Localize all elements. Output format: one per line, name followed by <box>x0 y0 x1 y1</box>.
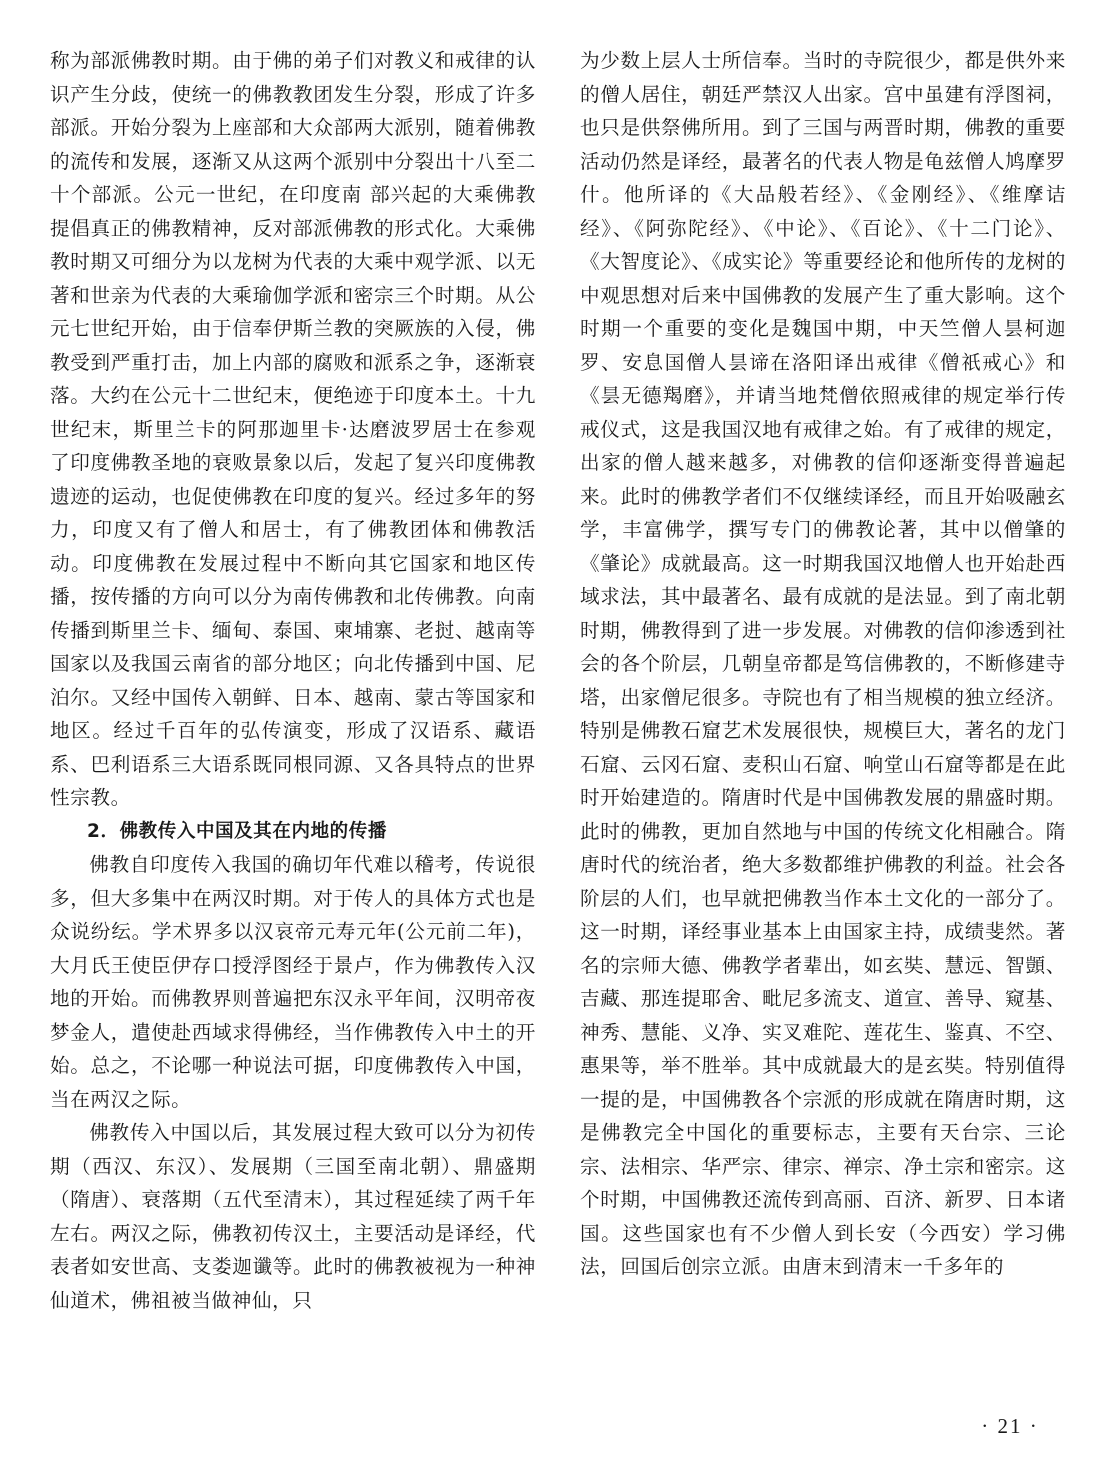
section-heading: 2．佛教传入中国及其在内地的传播 <box>87 820 387 842</box>
left-column <box>50 44 536 1317</box>
left-paragraph-3: 佛教传入中国以后，其发展过程大致可以分为初传期（西汉、东汉）、发展期（三国至南北朝）、鼎盛期（隋唐）、衰落期（五代至清末），其过程延续了两千年左右。两汉之际，佛教初传汉土，主要活动是译经，代表者如安世高、支娄迦谶等。此时的佛教被视为一种神仙道术，佛祖被当做神仙，只 <box>50 1121 536 1312</box>
right-column <box>580 44 1066 1284</box>
left-paragraph-1: 称为部派佛教时期。由于佛的弟子们对教义和戒律的认识产生分歧，使统一的佛教教团发生分裂，形成了许多部派。开始分裂为上座部和大众部两大派别，随着佛教的流传和发展，逐渐又从这两个派别中分裂出十八至二十个部派。公元一世纪，在印度南 部兴起的大乘佛教提倡真正的佛教精神，反对部派佛教的形式化。大乘佛教时期又可细分为以龙树为代表的大乘中观学派、以无著和世亲为代表的大乘瑜伽学派和密宗三个时期。从公元七世纪开始，由于信奉伊斯兰教的突厥族的入侵，佛教受到严重打击，加上内部的腐败和派系之争，逐渐衰落。大约在公元十二世纪末，便绝迹于印度本土。十九世纪末，斯里兰卡的阿那迦里卡·达磨波罗居士在参观了印度佛教圣地的衰败景象以后，发起了复兴印度佛教遗迹的运动，也促使佛教在印度的复兴。经过多年的努力，印度又有了僧人和居士，有了佛教团体和佛教活动。印度佛教在发展过程中不断向其它国家和地区传播，按传播的方向可以分为南传佛教和北传佛教。向南传播到斯里兰卡、缅甸、泰国、柬埔寨、老挝、越南等国家以及我国云南省的部分地区；向北传播到中国、尼泊尔。又经中国传入朝鲜、日本、越南、蒙古等国家和地区。经过千百年的弘传演变，形成了汉语系、藏语系、巴利语系三大语系既同根同源、又各具特点的世界性宗教。 <box>50 49 536 809</box>
right-paragraph-1: 为少数上层人士所信奉。当时的寺院很少，都是供外来的僧人居住，朝廷严禁汉人出家。宫中虽建有浮图祠，也只是供祭佛所用。到了三国与两晋时期，佛教的重要活动仍然是译经，最著名的代表人物是龟兹僧人鸠摩罗什。他所译的《大品般若经》、《金刚经》、《维摩诘经》、《阿弥陀经》、《中论》、《百论》、《十二门论》、《大智度论》、《成实论》等重要经论和他所传的龙树的中观思想对后来中国佛教的发展产生了重大影响。这个时期一个重要的变化是魏国中期，中天竺僧人昙柯迦罗、安息国僧人昙谛在洛阳译出戒律《僧祇戒心》和《昙无德羯磨》，并请当地梵僧依照戒律的规定举行传戒仪式，这是我国汉地有戒律之始。有了戒律的规定，出家的僧人越来越多，对佛教的信仰逐渐变得普遍起来。此时的佛教学者们不仅继续译经，而且开始吸融玄学，丰富佛学，撰写专门的佛教论著，其中以僧肇的《肇论》成就最高。这一时期我国汉地僧人也开始赴西域求法，其中最著名、最有成就的是法显。到了南北朝时期，佛教得到了进一步发展。对佛教的信仰渗透到社会的各个阶层，几朝皇帝都是笃信佛教的，不断修建寺塔，出家僧尼很多。寺院也有了相当规模的独立经济。特别是佛教石窟艺术发展很快，规模巨大，著名的龙门石窟、云冈石窟、麦积山石窟、响堂山石窟等都是在此时开始建造的。隋唐时代是中国佛教发展的鼎盛时期。此时的佛教，更加自然地与中国的传统文化相融合。隋唐时代的统治者，绝大多数都维护佛教的利益。社会各阶层的人们，也早就把佛教当作本土文化的一部分了。这一时期，译经事业基本上由国家主持，成绩斐然。著名的宗师大德、佛教学者辈出，如玄奘、慧远、智顗、吉藏、那连提耶舍、毗尼多流支、道宣、善导、窥基、神秀、慧能、义净、实叉难陀、莲花生、鉴真、不空、惠果等，举不胜举。其中成就最大的是玄奘。特别值得一提的是，中国佛教各个宗派的形成就在隋唐时期，这是佛教完全中国化的重要标志，主要有天台宗、三论宗、法相宗、华严宗、律宗、禅宗、净土宗和密宗。这个时期，中国佛教还流传到高丽、百济、新罗、日本诸国。这些国家也有不少僧人到长安（今西安）学习佛法，回国后创宗立派。由唐末到清末一千多年的 <box>580 49 1066 1278</box>
page-number: · 21 · <box>981 1414 1039 1438</box>
left-paragraph-2: 佛教自印度传入我国的确切年代难以稽考，传说很多，但大多集中在两汉时期。对于传人的具体方式也是众说纷纭。学术界多以汉哀帝元寿元年(公元前二年)，大月氏王使臣伊存口授浮图经于景卢，作为佛教传入汉地的开始。而佛教界则普遍把东汉永平年间，汉明帝夜梦金人，遣使赴西域求得佛经，当作佛教传入中土的开始。总之，不论哪一种说法可据，印度佛教传入中国，当在两汉之际。 <box>50 853 536 1111</box>
